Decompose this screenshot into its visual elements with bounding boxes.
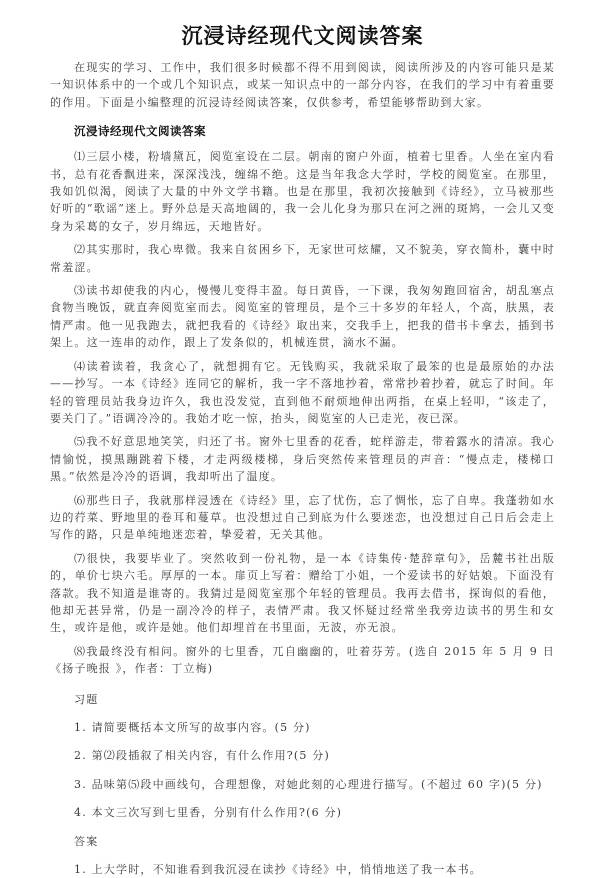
article-paragraph-7: ⑺很快，我要毕业了。突然收到一份礼物，是一本《诗集传·楚辞章句》，岳麓书社出版的，单价七块六毛。厚厚的一本。扉页上写着：赠给丁小姐，一个爱读书的好姑娘。下面没有落款。我不知道是谁寄的。我猜过是阅览室那个年轻的管理员。我再去借书，探询似的看他，他却无甚异常，仍是一副冷冷的样子，表情严肃。我又怀疑过经常坐我旁边读书的男生和女生，或许是他，或许是她。他们却埋首在书里面，无波，亦无浪。 (50, 551, 555, 635)
document-title: 沉浸诗经现代文阅读答案 (181, 24, 424, 48)
article-paragraph-1: ⑴三层小楼，粉墙黛瓦，阅览室设在二层。朝南的窗户外面，植着七里香。人坐在室内看书，总有花香飘进来，深深浅浅，缠绵不绝。这是当年我念大学时，学校的阅览室。在那里，我如饥似渴，阅读了大量的中外文学书籍。也是在那里，我初次接触到《诗经》，立马被那些好听的“歌谣”迷上。野外总是天高地阔的，我一会儿化身为那只在河之洲的斑鸠，一会儿又变身为采葛的女子，岁月绵远，天地皆好。 (50, 150, 555, 233)
question-3: 3. 品味第⑸段中画线句，合理想像，对她此刻的心理进行描写。(不超过 60 字)(5 分) (74, 777, 543, 791)
question-2: 2. 第⑵段插叙了相关内容，有什么作用?(5 分) (74, 749, 330, 763)
intro-paragraph: 在现实的学习、工作中，我们很多时候都不得不用到阅读，阅读所涉及的内容可能只是某一知识体系中的一个或几个知识点，或某一知识点中的一部分内容，在我们的学习中有着重要的作用。下面是小编整理的沉浸诗经阅读答案，仅供参考，希望能够帮助到大家。 (50, 61, 555, 109)
article-paragraph-6: ⑹那些日子，我就那样浸透在《诗经》里，忘了忧伤，忘了惆怅，忘了自卑。我蓬勃如水边的荇菜、野地里的卷耳和蔓草。也没想过自己到底为什么要迷恋，也没想过自己日后会走上写作的路，只是单纯地迷恋着，挚爱着，无关其他。 (50, 493, 555, 542)
document-page (50, 0, 555, 878)
article-paragraph-3: ⑶读书却使我的内心，慢慢儿变得丰盈。每日黄昏，一下课，我匆匆跑回宿舍，胡乱塞点食物当晚饭，就直奔阅览室而去。阅览室的管理员，是个三十多岁的年轻人，个高，肤黑，表情严肃。他一见我跑去，就把我看的《诗经》取出来，交我手上，把我的借书卡拿去，插到书架上。这一连串的动作，跟上了发条似的，机械连贯，滴水不漏。 (50, 284, 555, 350)
article-paragraph-8: ⑻我最终没有相问。窗外的七里香，兀自幽幽的，吐着芬芳。(选自 2015 年 5 月 9 日《扬子晚报 》，作者：丁立梅) (50, 644, 555, 676)
question-1: 1. 请简要概括本文所写的故事内容。(5 分) (74, 721, 311, 734)
answer-1: 1. 上大学时，不知谁看到我沉浸在读抄《诗经》中，悄悄地送了我一本书。 (74, 863, 482, 877)
question-4: 4. 本文三次写到七里香，分别有什么作用?(6 分) (74, 806, 343, 820)
article-paragraph-5: ⑸我不好意思地笑笑，归还了书。窗外七里香的花香，蛇样游走，带着露水的清凉。我心情愉悦，摸黑蹦跳着下楼，才走两级楼梯，身后突然传来管理员的声音：“慢点走，楼梯口黑。”依然是冷冷的语调，我却听出了温度。 (50, 435, 555, 484)
section-subtitle: 沉浸诗经现代文阅读答案 (74, 124, 206, 139)
answers-heading: 答案 (74, 834, 99, 848)
article-paragraph-2: ⑵其实那时，我心卑微。我来自贫困乡下，无家世可炫耀，又不貌美，穿衣简朴，囊中时常羞涩。 (50, 243, 555, 274)
article-paragraph-4: ⑷读着读着，我贪心了，就想拥有它。无钱购买，我就采取了最笨的也是最原始的办法——抄写。一本《诗经》连同它的解析，我一字不落地抄着，常常抄着抄着，就忘了时间。年轻的管理员站我身边许久，我也没发觉，直到他不耐烦地伸出两指，在桌上轻叩，“该走了，要关门了。”语调冷冷的。我始才吃一惊，抬头，阅览室的人已走光，夜已深。 (50, 359, 555, 425)
exercises-heading: 习题 (74, 692, 99, 706)
